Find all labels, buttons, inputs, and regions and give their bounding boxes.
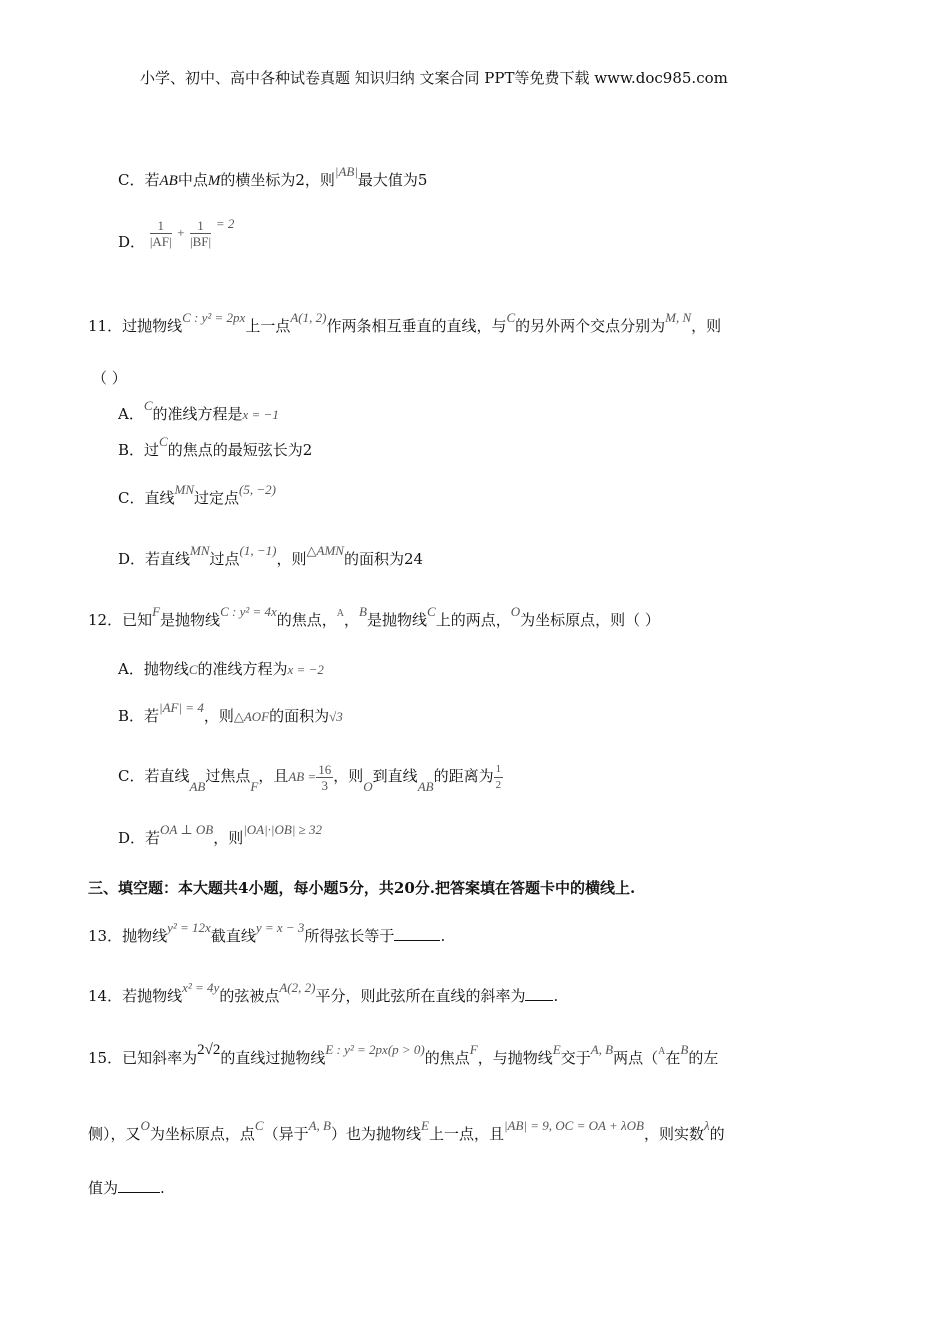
segment-ab: AB [159, 173, 178, 189]
text: 两点（ [613, 1049, 659, 1067]
answer-blank[interactable] [525, 986, 553, 1001]
page-header: 小学、初中、高中各种试卷真题 知识归纳 文案合同 PPT等免费下载 www.doc985.com [140, 69, 728, 87]
text: 上一点 [245, 317, 291, 335]
symbol-c: C [427, 604, 436, 619]
text: 所得弦长等于 [304, 927, 395, 945]
focus-f: F [152, 604, 161, 619]
line-ab: AB [417, 779, 434, 794]
parabola-equation: y² = 12x [167, 920, 211, 935]
point-a: A [336, 608, 345, 619]
text: 的焦点的最短弦长为2 [167, 441, 313, 459]
af-equation: |AF| = 4 [159, 700, 204, 715]
text: 11．过抛物线 [88, 317, 183, 335]
q15-line-3 [88, 1178, 165, 1198]
text: 的弦被点 [219, 987, 280, 1005]
text: . [553, 987, 559, 1005]
section-3-heading: 三、填空题：本大题共4小题，每小题5分，共20分.把答案填在答题卡中的横线上. [88, 879, 636, 897]
text: 的横坐标为2，则 [220, 171, 335, 189]
option-label: A．抛物线 [118, 660, 189, 678]
text: 的焦点 [424, 1049, 470, 1067]
symbol-c: C [188, 662, 198, 677]
text: 为坐标原点，则（ ） [520, 611, 660, 629]
symbol-c: C [159, 434, 168, 449]
text: 交于 [560, 1049, 591, 1067]
fixed-point: (5, −2) [239, 482, 276, 497]
symbol-c: C [143, 398, 153, 413]
text: ，则 [691, 317, 722, 335]
text: 过定点 [193, 489, 239, 507]
points-ab: A, B [590, 1042, 614, 1057]
option-label: A． [118, 405, 144, 423]
text: 的 [709, 1125, 725, 1143]
text: 侧），又 [88, 1125, 141, 1143]
text: 到直线 [372, 767, 418, 785]
text: 中点 [177, 171, 208, 189]
q12-option-c [118, 756, 503, 797]
points-ab: A, B [308, 1118, 331, 1133]
text: 12．已知 [88, 611, 153, 629]
text: ，则 [203, 707, 234, 725]
text: 作两条相互垂直的直线，与 [326, 317, 507, 335]
triangle-amn: △AMN [306, 543, 344, 558]
parabola-equation: C : y² = 2px [182, 310, 246, 325]
text: ，则实数 [643, 1125, 704, 1143]
symbol-c: C [506, 310, 516, 325]
option-label: D．若直线 [118, 550, 191, 568]
answer-blank[interactable] [394, 926, 440, 941]
q12-option-a [118, 659, 324, 680]
perpendicular-condition: OA ⊥ OB [160, 822, 214, 837]
line-mn: MN [174, 482, 194, 497]
ab-length: AB = [288, 769, 317, 784]
q15-line-2 [88, 1118, 725, 1145]
text: 是抛物线 [160, 611, 221, 629]
area-value: √3 [329, 709, 343, 724]
q12-option-d [118, 822, 323, 849]
text: 13．抛物线 [88, 927, 168, 945]
point-m: M [207, 173, 221, 189]
text: 的直线过抛物线 [220, 1049, 326, 1067]
point-a: A [658, 1046, 666, 1057]
fraction-16-3: $\frac{16}{3}$ [318, 761, 332, 793]
option-label: C．直线 [118, 489, 175, 507]
q11-stem [88, 310, 722, 337]
abs-ab-formula: |AB| [334, 164, 358, 179]
text: 的面积为 [269, 707, 330, 725]
lambda-symbol: λ [703, 1118, 710, 1133]
text: 是抛物线 [367, 611, 428, 629]
text: 的准线方程为 [197, 660, 288, 678]
q13 [88, 920, 446, 947]
text: . [440, 927, 446, 945]
equals-2: = 2 [215, 216, 235, 231]
fraction-1-af: $\frac{1}{|AF|}$ [149, 217, 172, 249]
text: . [160, 1179, 165, 1197]
text: 平分，则此弦所在直线的斜率为 [315, 987, 526, 1005]
vector-condition: |AB| = 9, OC = OA + λOB [503, 1118, 644, 1133]
point-b: B [359, 604, 367, 619]
option-label: D．若 [118, 829, 161, 847]
text: 的焦点， [276, 611, 337, 629]
text: 上的两点， [435, 611, 511, 629]
midpoint-a: A(2, 2) [279, 980, 316, 995]
q10-option-d [118, 212, 234, 253]
points-mn: M, N [665, 310, 692, 325]
text: ，则 [213, 829, 244, 847]
parabola-equation: x² = 4y [182, 980, 220, 995]
line-ab: AB [189, 779, 206, 794]
slope-value: 2√2 [197, 1042, 221, 1058]
symbol-e: E [421, 1118, 429, 1133]
text: 15．已知斜率为 [88, 1049, 198, 1067]
triangle-aof: △AOF [233, 709, 270, 724]
plus-sign: + [176, 225, 186, 240]
point-c: C [254, 1118, 264, 1133]
symbol-e: E [552, 1042, 561, 1057]
line-mn: MN [190, 543, 210, 558]
q11-option-d [118, 543, 424, 570]
product-inequality: |OA|·|OB| ≥ 32 [243, 822, 323, 837]
q12-stem [88, 604, 660, 633]
text: 过焦点 [205, 767, 251, 785]
text: ，则 [333, 767, 364, 785]
text: 为坐标原点，点 [149, 1125, 255, 1143]
option-label: C．若 [118, 171, 160, 189]
text: 值为 [88, 1179, 119, 1197]
parabola-equation: C : y² = 4x [220, 604, 277, 619]
text: ）也为抛物线 [331, 1125, 422, 1143]
q11-option-a [118, 398, 279, 425]
text: 的左 [688, 1049, 719, 1067]
directrix-equation: x = −2 [287, 662, 324, 677]
q10-option-c [118, 164, 428, 191]
fraction-1-bf: $\frac{1}{|BF|}$ [189, 217, 212, 249]
parabola-equation: E : y² = 2px(p > 0) [325, 1042, 425, 1057]
focus-f: F [469, 1042, 478, 1057]
option-label: B．若 [118, 707, 160, 725]
option-label: C．若直线 [118, 767, 190, 785]
text: ，与抛物线 [477, 1049, 553, 1067]
fraction-1-2: $\frac{1}{2}$ [495, 762, 502, 791]
text: 上一点，且 [428, 1125, 504, 1143]
origin-o: O [510, 604, 521, 619]
text: 截直线 [210, 927, 256, 945]
line-equation: y = x − 3 [255, 920, 305, 935]
text: 的准线方程是 [152, 405, 243, 423]
point-a: A(1, 2) [290, 310, 327, 325]
text: 最大值为5 [357, 171, 428, 189]
point-b: B [680, 1042, 689, 1057]
text: 的距离为 [433, 767, 494, 785]
q11-option-c [118, 482, 276, 509]
q11-paren: （ ） [92, 369, 127, 387]
focus-f: F [250, 779, 259, 794]
q15-line-1 [88, 1042, 719, 1071]
text: ， [344, 611, 360, 629]
text: 在 [665, 1049, 681, 1067]
option-label: B．过 [118, 441, 160, 459]
point: (1, −1) [239, 543, 277, 558]
q14 [88, 980, 559, 1007]
origin-o: O [363, 779, 373, 794]
directrix-equation: x = −1 [242, 407, 279, 422]
text: （异于 [263, 1125, 309, 1143]
text: ，则 [276, 550, 307, 568]
origin-o: O [140, 1118, 150, 1133]
text: 14．若抛物线 [88, 987, 183, 1005]
q11-option-b [118, 434, 313, 461]
answer-blank[interactable] [118, 1178, 160, 1193]
text: 过点 [209, 550, 240, 568]
text: 的另外两个交点分别为 [515, 317, 666, 335]
option-label: D． [118, 233, 146, 251]
text: 的面积为24 [343, 550, 424, 568]
text: ，且 [258, 767, 289, 785]
q12-option-b [118, 700, 343, 727]
